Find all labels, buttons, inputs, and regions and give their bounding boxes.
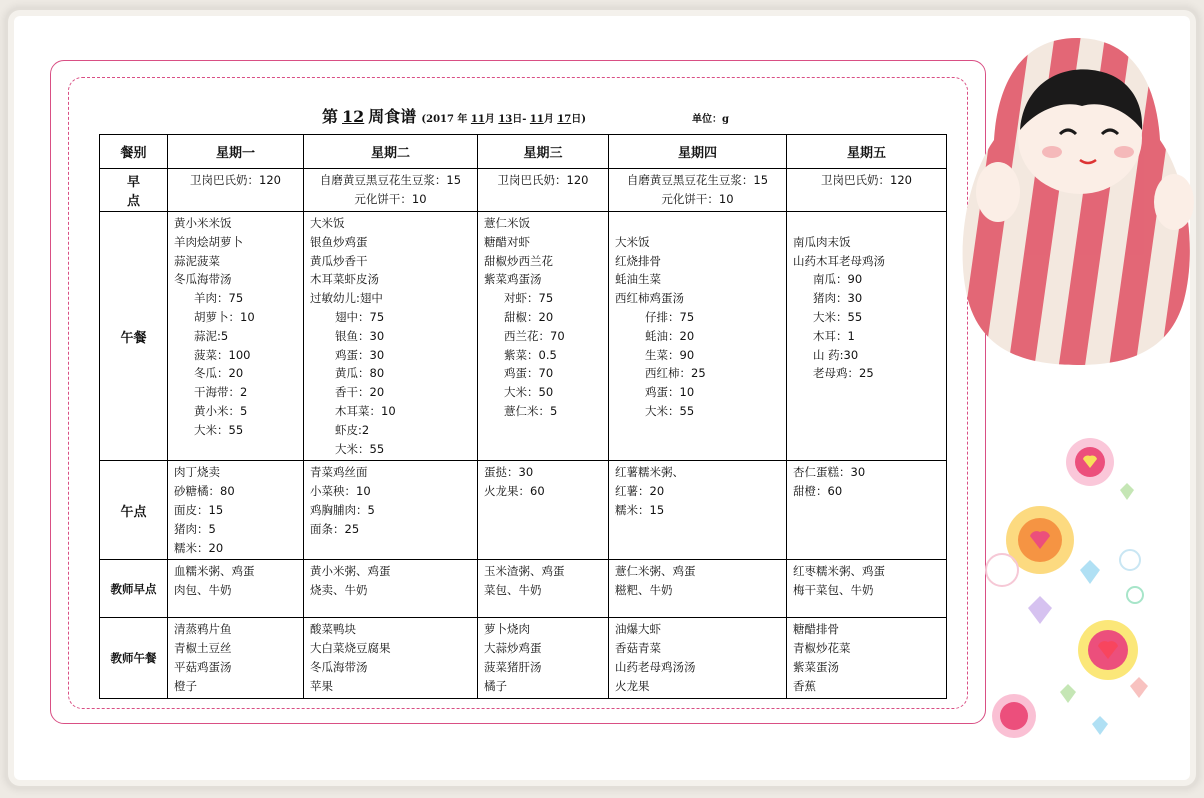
menu-line: 羊肉烩胡萝卜 (174, 234, 243, 249)
menu-line: 甜椒：20 (504, 309, 554, 324)
menu-line: 薏仁米：5 (504, 403, 558, 418)
snack-monday (168, 461, 304, 560)
menu-line: 菠菜猪肝汤 (484, 659, 542, 674)
menu-line: 山药老母鸡汤汤 (615, 659, 696, 674)
menu-line: 鸡胸脯肉：5 (310, 502, 375, 517)
menu-line: 山 药:30 (813, 347, 859, 362)
menu-line: 糯米：20 (174, 540, 224, 555)
menu-line: 红烧排骨 (615, 253, 661, 268)
lunch-monday (168, 212, 304, 461)
menu-line: 大米：55 (335, 441, 385, 456)
row-label-snack: 午点 (100, 461, 168, 560)
menu-line: 羊肉：75 (194, 291, 244, 306)
menu-line: 黄瓜：80 (335, 366, 385, 381)
menu-line: 卫岗巴氏奶：120 (190, 173, 281, 187)
menu-line: 平菇鸡蛋汤 (174, 659, 232, 674)
row-label-teacher-breakfast: 教师早点 (100, 560, 168, 618)
breakfast-row (100, 169, 947, 212)
menu-line: 自磨黄豆黑豆花生豆浆：15 (626, 173, 769, 187)
menu-line: 菜包、牛奶 (484, 583, 542, 598)
teacher-breakfast-friday (787, 560, 947, 618)
menu-line: 元化饼干：10 (661, 191, 734, 206)
header-friday: 星期五 (787, 135, 947, 169)
menu-line: 紫菜鸡蛋汤 (484, 272, 542, 287)
doll-illustration (952, 30, 1202, 370)
menu-line: 仔排：75 (645, 309, 695, 324)
teacher-lunch-monday (168, 618, 304, 698)
teacher-breakfast-thursday (609, 560, 787, 618)
breakfast-tuesday (304, 169, 478, 212)
menu-line: 肉包、牛奶 (174, 583, 232, 598)
menu-line: 西红柿鸡蛋汤 (615, 291, 684, 306)
unit-label: 单位：g (692, 114, 729, 125)
weekly-menu-table (99, 134, 947, 699)
menu-line: 蚝油生菜 (615, 272, 661, 287)
menu-line: 梅干菜包、牛奶 (793, 583, 874, 598)
header-tuesday: 星期二 (304, 135, 478, 169)
snack-row (100, 461, 947, 560)
menu-line: 薏仁米粥、鸡蛋 (615, 564, 696, 579)
menu-line: 西红柿：25 (645, 366, 706, 381)
menu-line: 面条：25 (310, 521, 360, 536)
menu-line: 卫岗巴氏奶：120 (821, 173, 912, 187)
menu-line: 大米：55 (813, 309, 863, 324)
menu-line: 紫菜：0.5 (504, 347, 557, 362)
breakfast-wednesday (478, 169, 609, 212)
menu-line: 黄小米：5 (194, 403, 248, 418)
menu-line: 翅中：75 (335, 309, 385, 324)
snack-friday (787, 461, 947, 560)
menu-line (615, 214, 780, 233)
menu-line: 对虾：75 (504, 291, 554, 306)
menu-line: 玉米渣粥、鸡蛋 (484, 564, 565, 579)
menu-line (174, 440, 297, 459)
menu-line: 鸡蛋：10 (645, 385, 695, 400)
menu-line: 元化饼干：10 (354, 191, 427, 206)
menu-line: 薏仁米饭 (484, 216, 530, 230)
teacher-breakfast-row (100, 560, 947, 618)
menu-line: 橘子 (484, 678, 507, 693)
menu-line: 火龙果 (615, 678, 650, 693)
label-line: 点 (126, 194, 140, 209)
menu-line: 红枣糯米粥、鸡蛋 (793, 564, 885, 579)
menu-line: 生菜：90 (645, 347, 695, 362)
menu-line: 干海带：2 (194, 385, 248, 400)
menu-line: 木耳：1 (813, 328, 855, 343)
menu-line: 火龙果：60 (484, 484, 545, 499)
menu-line: 猪肉：30 (813, 291, 863, 306)
menu-line: 油爆大虾 (615, 622, 661, 637)
menu-line: 蒜泥:5 (194, 328, 229, 343)
menu-line: 南瓜肉末饭 (793, 234, 851, 249)
menu-line: 糯米：15 (615, 502, 665, 517)
menu-line: 菠菜：100 (194, 347, 251, 362)
menu-line: 冬瓜海带汤 (174, 272, 232, 287)
menu-line: 黄小米米饭 (174, 216, 232, 230)
breakfast-friday (787, 169, 947, 212)
menu-line: 小菜秧：10 (310, 484, 371, 499)
menu-line: 银鱼炒鸡蛋 (310, 234, 368, 249)
menu-line: 冬瓜：20 (194, 366, 244, 381)
header-meal-type: 餐别 (100, 135, 168, 169)
menu-line: 黄小米粥、鸡蛋 (310, 564, 391, 579)
teacher-breakfast-monday (168, 560, 304, 618)
menu-line: 橙子 (174, 678, 197, 693)
lunch-wednesday (478, 212, 609, 461)
menu-line: 西兰花：70 (504, 328, 565, 343)
menu-line: 蚝油：20 (645, 328, 695, 343)
snack-thursday (609, 461, 787, 560)
menu-line: 虾皮:2 (335, 422, 370, 437)
menu-line: 大米饭 (615, 234, 650, 249)
menu-line: 大米：55 (645, 403, 695, 418)
header-row (100, 135, 947, 169)
menu-line: 青椒土豆丝 (174, 641, 232, 656)
breakfast-thursday (609, 169, 787, 212)
lunch-friday (787, 212, 947, 461)
menu-line: 自磨黄豆黑豆花生豆浆：15 (319, 173, 462, 187)
teacher-breakfast-wednesday (478, 560, 609, 618)
snack-tuesday (304, 461, 478, 560)
menu-line: 香干：20 (335, 385, 385, 400)
menu-line: 黄瓜炒香干 (310, 253, 368, 268)
menu-line: 鸡蛋：30 (335, 347, 385, 362)
menu-line: 大米：50 (504, 385, 554, 400)
menu-line: 木耳菜：10 (335, 403, 396, 418)
menu-line: 大米饭 (310, 216, 345, 230)
teacher-lunch-row (100, 618, 947, 698)
menu-line: 红薯糯米粥、 (615, 465, 684, 480)
menu-line: 糖醋排骨 (793, 622, 839, 637)
menu-line: 老母鸡：25 (813, 366, 874, 381)
menu-line: 甜椒炒西兰花 (484, 253, 553, 268)
row-label-lunch: 午餐 (100, 212, 168, 461)
menu-line: 酸菜鸭块 (310, 622, 356, 637)
teacher-breakfast-tuesday (304, 560, 478, 618)
date-range: (2017 年 11月 13日- 11月 17日) (421, 114, 586, 125)
menu-title: 第 12 周食谱 (2017 年 11月 13日- 11月 17日) 单位：g (322, 107, 729, 126)
menu-line: 面皮：15 (174, 502, 224, 517)
menu-line: 杏仁蛋糕：30 (793, 465, 866, 480)
menu-line: 卫岗巴氏奶：120 (497, 173, 589, 187)
menu-line: 糍粑、牛奶 (615, 583, 673, 598)
menu-line: 冬瓜海带汤 (310, 659, 368, 674)
menu-line: 木耳菜虾皮汤 (310, 272, 379, 287)
menu-line: 大蒜炒鸡蛋 (484, 641, 542, 656)
teacher-lunch-tuesday (304, 618, 478, 698)
menu-line: 甜橙：60 (793, 484, 843, 499)
label-line: 早 (126, 175, 140, 190)
menu-line: 银鱼：30 (335, 328, 385, 343)
header-wednesday: 星期三 (478, 135, 609, 169)
menu-line: 香菇青菜 (615, 641, 661, 656)
menu-line: 山药木耳老母鸡汤 (793, 253, 885, 268)
menu-line: 肉丁烧卖 (174, 465, 220, 480)
menu-line: 糖醋对虾 (484, 234, 530, 249)
menu-line: 过敏幼儿:翅中 (310, 291, 383, 306)
menu-line: 大米：55 (194, 422, 244, 437)
menu-line: 南瓜：90 (813, 272, 863, 287)
menu-line: 萝卜烧肉 (484, 622, 530, 637)
row-label-breakfast (100, 169, 168, 212)
menu-line: 烧卖、牛奶 (310, 583, 368, 598)
lunch-row (100, 212, 947, 461)
row-label-teacher-lunch: 教师午餐 (100, 618, 168, 698)
menu-line: 紫菜蛋汤 (793, 659, 839, 674)
menu-line: 蛋挞：30 (484, 465, 534, 480)
teacher-lunch-friday (787, 618, 947, 698)
snack-wednesday (478, 461, 609, 560)
menu-line: 清蒸鸦片鱼 (174, 622, 232, 637)
breakfast-monday (168, 169, 304, 212)
teacher-lunch-wednesday (478, 618, 609, 698)
teacher-lunch-thursday (609, 618, 787, 698)
menu-line: 苹果 (310, 678, 333, 693)
menu-line: 鸡蛋：70 (504, 366, 554, 381)
menu-line: 香蕉 (793, 678, 816, 693)
menu-line: 砂糖橘：80 (174, 484, 235, 499)
menu-line: 青菜鸡丝面 (310, 465, 368, 480)
header-thursday: 星期四 (609, 135, 787, 169)
menu-line: 大白菜烧豆腐果 (310, 641, 391, 656)
menu-line: 胡萝卜：10 (194, 309, 255, 324)
menu-line: 血糯米粥、鸡蛋 (174, 564, 255, 579)
menu-line: 红薯：20 (615, 484, 665, 499)
lunch-tuesday (304, 212, 478, 461)
menu-line (793, 214, 940, 233)
menu-line: 猪肉：5 (174, 521, 216, 536)
hearts-decoration (980, 430, 1204, 790)
lunch-thursday (609, 212, 787, 461)
header-monday: 星期一 (168, 135, 304, 169)
menu-line: 蒜泥菠菜 (174, 253, 220, 268)
menu-line: 青椒炒花菜 (793, 641, 851, 656)
